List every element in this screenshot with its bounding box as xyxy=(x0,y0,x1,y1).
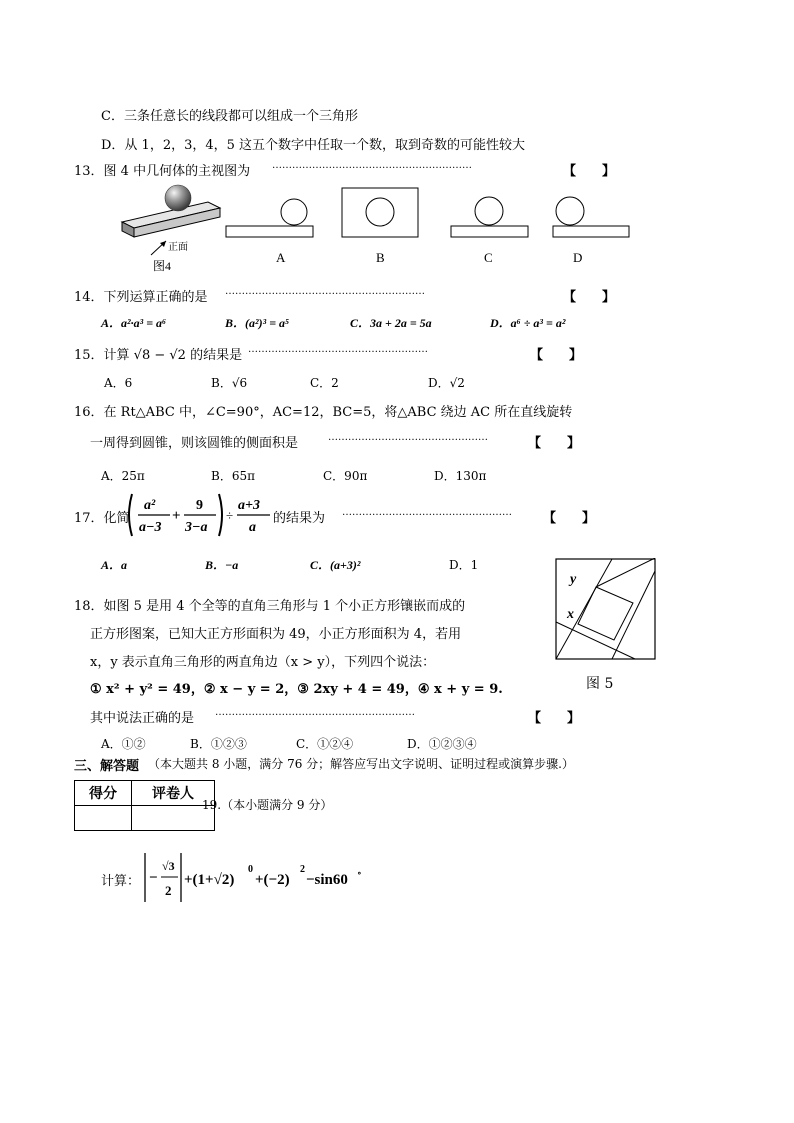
q14-bracket: 【 】 xyxy=(563,290,616,305)
q16-option-b: B．65π xyxy=(211,469,255,483)
figure-4-caption: 图4 xyxy=(153,259,172,273)
q18-line2: 正方形图案，已知大正方形面积为 49，小正方形面积为 4，若用 xyxy=(90,627,462,642)
front-label: 正面 xyxy=(168,242,188,253)
choice-d-view xyxy=(553,197,629,237)
q13-figures xyxy=(118,180,638,280)
choice-b-label: B xyxy=(376,250,385,265)
choice-a-label: A xyxy=(276,250,286,265)
svg-text:+: + xyxy=(172,508,181,524)
q17-option-d: D．1 xyxy=(449,558,479,572)
q17-den2: 3−a xyxy=(185,520,208,535)
q18-option-a: A．①② xyxy=(101,737,146,751)
q17-bracket: 【 】 xyxy=(543,511,596,526)
svg-text:+(−2): +(−2) xyxy=(255,872,290,888)
score-cell xyxy=(75,806,132,831)
q17-den3: a xyxy=(249,520,256,535)
q13-bracket: 【 】 xyxy=(563,164,616,179)
svg-text:−sin60: −sin60 xyxy=(306,872,348,888)
q15-option-a: A．6 xyxy=(104,376,133,390)
q15-stem: 15．计算 √8 − √2 的结果是 xyxy=(74,348,243,363)
q16-dots: ………………………………………… xyxy=(328,432,488,443)
figure-5-label-y: y xyxy=(570,572,577,587)
figure-5-caption: 图 5 xyxy=(586,676,614,692)
q17-num2: 9 xyxy=(196,498,203,513)
svg-text:√3: √3 xyxy=(162,859,175,873)
q14-option-b: B．(a²)³ = a⁵ xyxy=(225,316,290,330)
q18-line4: ① x² + y² = 49，② x − y = 2，③ 2xy + 4 = 49，④ x + y = 9. xyxy=(90,682,503,697)
figure-5 xyxy=(555,558,657,662)
section-3-title: 三、解答题 xyxy=(74,759,140,774)
choice-c-view xyxy=(451,197,528,237)
q15-option-d: D．√2 xyxy=(428,376,465,390)
q12-option-d: D．从 1，2，3，4，5 这五个数字中任取一个数，取到奇数的可能性较大 xyxy=(101,138,526,153)
svg-text:−: − xyxy=(149,870,158,886)
q13-dots: …………………………………………………… xyxy=(272,160,472,171)
q17-stem-start: 17．化简 xyxy=(74,511,130,526)
q17-option-b: B．−a xyxy=(205,558,239,572)
q14-dots: …………………………………………………… xyxy=(225,286,425,297)
q15-option-b: B．√6 xyxy=(211,376,248,390)
svg-text:∘: ∘ xyxy=(357,868,362,878)
figure-5-label-x: x xyxy=(567,607,574,622)
q18-option-d: D．①②③④ xyxy=(407,737,477,751)
q19-calc-label: 计算： xyxy=(101,874,141,889)
svg-text:+(1+√2): +(1+√2) xyxy=(184,872,235,888)
q19-stem: 19.（本小题满分 9 分） xyxy=(202,798,333,812)
q16-option-c: C．90π xyxy=(323,469,368,483)
q17-stem-end: 的结果为 xyxy=(273,511,326,526)
q15-option-c: C．2 xyxy=(310,376,339,390)
q17-dots: …………………………………………… xyxy=(342,507,512,518)
q18-option-c: C．①②④ xyxy=(296,737,354,751)
q14-option-a: A．a²·a³ = a⁶ xyxy=(101,316,167,330)
svg-text:2: 2 xyxy=(165,883,172,898)
q17-num1: a² xyxy=(144,498,156,513)
q17-option-c: C．(a+3)² xyxy=(310,558,361,572)
q12-option-c: C．三条任意长的线段都可以组成一个三角形 xyxy=(101,109,358,124)
q16-line2: 一周得到圆锥，则该圆锥的侧面积是 xyxy=(90,436,299,451)
q14-option-d: D．a⁶ ÷ a³ = a² xyxy=(490,316,566,330)
q15-bracket: 【 】 xyxy=(530,348,583,363)
q17-den1: a−3 xyxy=(139,520,162,535)
choice-d-label: D xyxy=(573,250,583,265)
q17-num3: a+3 xyxy=(238,498,260,513)
score-table xyxy=(74,780,215,831)
choice-a-view xyxy=(226,199,313,237)
svg-text:0: 0 xyxy=(248,864,253,875)
q18-line5: 其中说法正确的是 xyxy=(90,711,195,726)
q16-option-a: A．25π xyxy=(101,469,145,483)
q18-line1: 18．如图 5 是用 4 个全等的直角三角形与 1 个小正方形镶嵌而成的 xyxy=(74,599,466,614)
q14-stem: 14．下列运算正确的是 xyxy=(74,290,208,305)
q13-stem: 13．图 4 中几何体的主视图为 xyxy=(74,164,251,179)
q16-line1: 16．在 Rt△ABC 中，∠C=90°，AC=12，BC=5，将△ABC 绕边 AC 所在直线旋转 xyxy=(74,405,573,420)
q18-dots: …………………………………………………… xyxy=(215,707,415,718)
choice-b-view xyxy=(342,188,418,237)
q16-bracket: 【 】 xyxy=(528,436,581,451)
q18-bracket: 【 】 xyxy=(528,711,581,726)
svg-text:2: 2 xyxy=(300,864,305,875)
section-3-note: （本大题共 8 小题，满分 76 分；解答应写出文字说明、证明过程或演算步骤.） xyxy=(148,757,574,771)
q17-expression xyxy=(126,490,274,540)
q18-option-b: B．①②③ xyxy=(190,737,247,751)
q15-dots: ……………………………………………… xyxy=(248,344,428,355)
score-label: 得分 xyxy=(75,781,132,806)
q17-option-a: A．a xyxy=(101,558,128,572)
svg-text:÷: ÷ xyxy=(226,508,234,523)
q16-option-d: D．130π xyxy=(434,469,487,483)
q19-expression xyxy=(142,850,372,906)
q14-option-c: C．3a + 2a = 5a xyxy=(350,316,432,330)
choice-c-label: C xyxy=(484,250,493,265)
q18-line3: x，y 表示直角三角形的两直角边（x > y），下列四个说法： xyxy=(90,655,436,670)
grader-label: 评卷人 xyxy=(132,781,215,806)
